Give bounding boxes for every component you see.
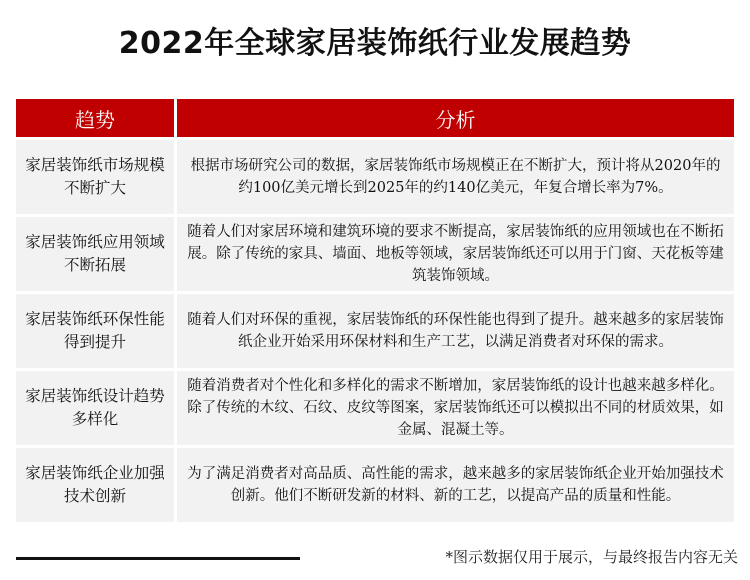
trend-cell: [16, 448, 174, 522]
analysis-cell: [177, 448, 734, 522]
table-header-row: [16, 99, 734, 137]
analysis-text: 随着人们对家居环境和建筑环境的要求不断提高，家居装饰纸的应用领域也在不断拓展。除了传统的家具、墙面、地板等领域，家居装饰纸还可以用于门窗、天花板等建筑装饰领域。: [187, 224, 724, 284]
analysis-cell: [177, 217, 734, 291]
trend-cell: [16, 371, 174, 445]
trend-text: 家居装饰纸企业加强技术创新: [25, 464, 165, 505]
table-row: [16, 294, 734, 368]
trend-cell: [16, 140, 174, 214]
trend-table: [16, 99, 734, 522]
analysis-text: 根据市场研究公司的数据，家居装饰纸市场规模正在不断扩大，预计将从2020年的约100亿美元增长到2025年的约140亿美元，年复合增长率为7%。: [190, 158, 721, 196]
analysis-text: 随着人们对环保的重视，家居装饰纸的环保性能也得到了提升。越来越多的家居装饰纸企业开始采用环保材料和生产工艺，以满足消费者对环保的需求。: [187, 312, 724, 350]
analysis-text: 为了满足消费者对高品质、高性能的需求，越来越多的家居装饰纸企业开始加强技术创新。他们不断研发新的材料、新的工艺，以提高产品的质量和性能。: [187, 466, 724, 504]
footnote: *图示数据仅用于展示，与最终报告内容无关: [445, 548, 738, 566]
trend-text: 家居装饰纸环保性能得到提升: [25, 310, 165, 351]
analysis-cell: [177, 140, 734, 214]
trend-text: 家居装饰纸市场规模不断扩大: [25, 156, 165, 197]
analysis-text: 随着消费者对个性化和多样化的需求不断增加，家居装饰纸的设计也越来越多样化。除了传统的木纹、石纹、皮纹等图案，家居装饰纸还可以模拟出不同的材质效果，如金属、混凝土等。: [187, 378, 724, 438]
trend-text: 家居装饰纸应用领域不断拓展: [25, 233, 165, 274]
table-row: [16, 217, 734, 291]
trend-text: 家居装饰纸设计趋势多样化: [25, 387, 165, 428]
header-trend: 趋势: [16, 99, 174, 137]
header-analysis: 分析: [177, 99, 734, 137]
analysis-cell: [177, 294, 734, 368]
table-row: [16, 140, 734, 214]
analysis-cell: [177, 371, 734, 445]
footer-divider: [16, 557, 300, 560]
trend-cell: [16, 294, 174, 368]
table-row: [16, 371, 734, 445]
table-row: [16, 448, 734, 522]
page-title: 2022年全球家居装饰纸行业发展趋势: [118, 26, 632, 61]
trend-cell: [16, 217, 174, 291]
